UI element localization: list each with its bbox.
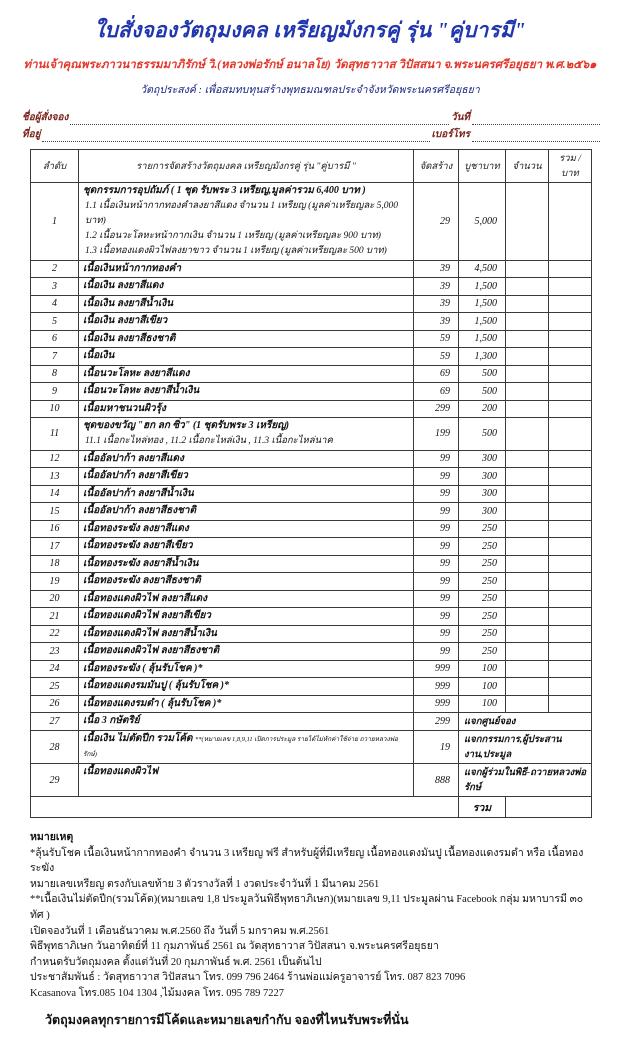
row-price-cell: 1,500 [459,313,506,331]
row-total-cell [549,538,592,556]
table-row [31,538,592,556]
row-price-cell: 300 [459,503,506,521]
page-subtitle: ท่านเจ้าคุณพระภาวนาธรรมมาภิรักษ์ วิ.(หลวงพ่อรักษ์ อนาลโย) วัดสุทธาวาส วิปัสสนา จ.พระนครศรีอยุธยา พ.ศ.๒๕๖๑ [23,59,597,71]
row-description-cell [79,383,414,401]
row-description-cell [79,643,414,661]
row-order-qty-cell [506,313,549,331]
table-row [31,555,592,573]
table-row [31,278,592,296]
row-subitem: 11.1 เนื้อกะไหล่ทอง , 11.2 เนื้อกะไหล่เงิน , 11.3 เนื้อกะไหล่นาค [85,435,333,446]
row-description-cell [79,278,414,296]
row-description: เนื้อทองระฆัง ลงยาสีธงชาติ [83,575,201,586]
row-description: เนื้อทองแดงรมมันปู ( ลุ้นรับโชค )* [83,680,229,691]
row-description-cell [79,400,414,418]
row-number-cell: 5 [31,313,79,331]
row-made-qty-cell: 19 [414,731,459,764]
row-description-cell [79,450,414,468]
row-total-cell [549,295,592,313]
row-number-cell: 1 [31,183,79,261]
row-description: เนื้อทองระฆัง ลงยาสีน้ำเงิน [83,557,199,569]
row-total-cell [549,573,592,591]
row-made-qty-cell: 299 [414,713,459,731]
row-number-cell: 11 [31,418,79,451]
row-order-qty-cell [506,678,549,696]
row-number-cell: 12 [31,450,79,468]
row-made-qty-cell: 59 [414,330,459,348]
row-number-cell: 8 [31,365,79,383]
row-price-cell: 200 [459,400,506,418]
row-total-cell [549,625,592,643]
table-row [31,450,592,468]
row-order-qty-cell [506,625,549,643]
row-order-qty-cell [506,538,549,556]
header-no: ลำดับ [31,150,79,183]
row-total-cell [549,503,592,521]
table-row [31,731,592,764]
row-order-qty-cell [506,450,549,468]
row-price-cell: 300 [459,450,506,468]
row-description-cell [79,590,414,608]
row-made-qty-cell: 99 [414,468,459,486]
row-made-qty-cell: 999 [414,660,459,678]
row-price-cell: 500 [459,365,506,383]
row-order-qty-cell [506,660,549,678]
row-made-qty-cell: 39 [414,278,459,296]
row-order-qty-cell [506,520,549,538]
table-row [31,313,592,331]
table-row [31,608,592,626]
row-total-cell [549,608,592,626]
row-order-qty-cell [506,260,549,278]
row-description-cell [79,503,414,521]
address-field [42,130,429,142]
row-number-cell: 19 [31,573,79,591]
row-description: เนื้อมหาชนวนผิวรุ้ง [83,402,166,414]
row-description-cell [79,678,414,696]
row-price-cell: 250 [459,643,506,661]
row-description: ชุดของขวัญ "ฮก ลก ซิ่ว" (1 ชุดรับพระ 3 เหรียญ) [83,420,290,431]
row-total-cell [549,348,592,366]
row-description: เนื้อเงิน ลงยาสีแดง [83,280,164,291]
total-label: รวม [459,797,506,818]
note-line: พิธีพุทธาภิเษก วันอาทิตย์ที่ 11 กุมภาพันธ์ 2561 ณ วัดสุทธาวาส วิปัสสนา จ.พระนครศรีอยุธยา [30,941,439,953]
row-made-qty-cell: 99 [414,573,459,591]
orderer-name-field [70,113,449,125]
row-made-qty-cell: 69 [414,365,459,383]
row-number-cell: 15 [31,503,79,521]
row-description-cell [79,365,414,383]
orderer-name-line [22,108,602,125]
row-total-cell [549,695,592,713]
row-description: เนื้อทองแดงผิวไฟ ลงยาสีน้ำเงิน [83,627,217,639]
row-total-cell [549,400,592,418]
row-description-cell [79,538,414,556]
row-price-cell: 1,300 [459,348,506,366]
row-description: เนื้อทองระฆัง ลงยาสีแดง [83,522,189,534]
row-description-note: **(หมายเลข 1,8,9,11 เปิดการประมูล รายได้ไม่หักค่าใช้จ่าย ถวายหลวงพ่อรักษ์) [83,736,398,758]
row-price-cell: 100 [459,695,506,713]
row-description: เนื้อเงิน ลงยาสีเขียว [83,315,168,326]
table-row [31,348,592,366]
row-distribution-note-cell: แจกผู้ร่วมในพิธี-ถวายหลวงพ่อรักษ์ [459,764,592,797]
table-row [31,695,592,713]
row-description: เนื้ออัลปาก้า ลงยาสีน้ำเงิน [83,487,194,499]
row-made-qty-cell: 299 [414,400,459,418]
row-made-qty-cell: 999 [414,695,459,713]
row-description: เนื้อทองระฆัง ( ลุ้นรับโชค )* [83,662,203,674]
row-number-cell: 24 [31,660,79,678]
row-number-cell: 26 [31,695,79,713]
phone-field [472,130,600,142]
row-description: เนื้อเงิน [83,350,115,361]
row-description-cell [79,183,414,261]
row-order-qty-cell [506,365,549,383]
row-number-cell: 25 [31,678,79,696]
footer-statement: วัตถุมงคลทุกรายการมีโค้ดและหมายเลขกำกับ จองที่ไหนรับพระที่นั่น [45,1012,409,1027]
row-total-cell [549,643,592,661]
table-row [31,468,592,486]
table-row [31,330,592,348]
table-row [31,764,592,797]
row-price-cell: 500 [459,383,506,401]
row-description-cell [79,660,414,678]
row-description: เนื้อนวะโลหะ ลงยาสีแดง [83,367,190,379]
table-row [31,418,592,451]
date-field [472,113,600,125]
row-total-cell [549,590,592,608]
header-total: รวม / บาท [549,150,592,183]
row-description: ชุดกรรมการอุปถัมภ์ ( 1 ชุด รับพระ 3 เหรียญ,มูลค่ารวม 6,400 บาท ) [83,185,366,196]
row-price-cell: 250 [459,573,506,591]
row-number-cell: 7 [31,348,79,366]
row-description-cell [79,695,414,713]
row-made-qty-cell: 888 [414,764,459,797]
order-table [30,149,592,818]
table-row [31,365,592,383]
row-description: เนื้อนวะโลหะ ลงยาสีน้ำเงิน [83,385,200,396]
row-number-cell: 10 [31,400,79,418]
phone-label: เบอร์โทร [431,129,470,140]
notes-heading: หมายเหตุ [30,832,74,843]
row-made-qty-cell: 29 [414,183,459,261]
row-total-cell [549,418,592,451]
row-description-cell [79,555,414,573]
page-title: ใบสั่งจองวัตถุมงคล เหรียญมังกรคู่ รุ่น "คู่บารมี" [94,18,526,42]
note-line: Kcasanova โทร.085 104 1304 ,ไม้มงคล โทร. 095 789 7227 [30,987,285,999]
row-description: เนื้อเงิน ลงยาสีน้ำเงิน [83,297,174,309]
row-number-cell: 4 [31,295,79,313]
row-made-qty-cell: 99 [414,538,459,556]
row-total-cell [549,450,592,468]
row-price-cell: 250 [459,625,506,643]
row-total-cell [549,183,592,261]
header-made-qty: จัดสร้าง [414,150,459,183]
row-description: เนื้อทองแดงผิวไฟ ลงยาสีเขียว [83,610,211,621]
row-description: เนื้อ 3 กษัตริย์ [83,715,140,726]
row-price-cell: 250 [459,538,506,556]
row-made-qty-cell: 999 [414,678,459,696]
row-description-cell [79,713,414,731]
row-description-cell [79,468,414,486]
row-price-cell: 5,000 [459,183,506,261]
row-price-cell: 250 [459,520,506,538]
address-label: ที่อยู่ [22,129,41,140]
row-total-cell [549,520,592,538]
row-total-cell [549,260,592,278]
row-total-cell [549,330,592,348]
row-made-qty-cell: 39 [414,295,459,313]
total-row-spacer [31,797,459,818]
row-number-cell: 27 [31,713,79,731]
row-total-cell [549,365,592,383]
row-number-cell: 14 [31,485,79,503]
row-number-cell: 20 [31,590,79,608]
row-number-cell: 28 [31,731,79,764]
row-made-qty-cell: 99 [414,643,459,661]
table-row [31,590,592,608]
row-order-qty-cell [506,590,549,608]
row-made-qty-cell: 59 [414,348,459,366]
row-number-cell: 6 [31,330,79,348]
row-made-qty-cell: 99 [414,590,459,608]
date-label: วันที่ [450,112,470,123]
row-order-qty-cell [506,555,549,573]
row-number-cell: 3 [31,278,79,296]
table-row [31,260,592,278]
row-subitem: 1.1 เนื้อเงินหน้ากากทองคำลงยาสีแดง จำนวน 1 เหรียญ (มูลค่าเหรียญละ 5,000 บาท) [85,200,399,226]
table-row [31,713,592,731]
row-description-cell [79,295,414,313]
row-order-qty-cell [506,278,549,296]
table-row [31,678,592,696]
note-line: กำหนดรับวัตถุมงคล ตั้งแต่วันที่ 20 กุมภาพันธ์ พ.ศ. 2561 เป็นต้นไป [30,956,322,968]
row-number-cell: 16 [31,520,79,538]
row-total-cell [549,313,592,331]
row-made-qty-cell: 99 [414,450,459,468]
row-order-qty-cell [506,503,549,521]
row-made-qty-cell: 199 [414,418,459,451]
row-number-cell: 22 [31,625,79,643]
order-table-body [31,183,592,797]
row-description-cell [79,485,414,503]
total-row [31,797,592,818]
table-row [31,503,592,521]
table-row [31,643,592,661]
row-number-cell: 17 [31,538,79,556]
row-number-cell: 9 [31,383,79,401]
row-order-qty-cell [506,348,549,366]
table-row [31,383,592,401]
header-price: บูชาบาท [459,150,506,183]
table-row [31,520,592,538]
row-description: เนื้อทองแดงผิวไฟ ลงยาสีแดง [83,592,208,604]
table-row [31,295,592,313]
row-order-qty-cell [506,643,549,661]
row-subitem: 1.3 เนื้อทองแดงผิวไฟลงยาขาว จำนวน 1 เหรียญ (มูลค่าเหรียญละ 500 บาท) [85,245,387,256]
header-description: รายการจัดสร้างวัตถุมงคล เหรียญมังกรคู่ รุ่น "คู่บารมี " [79,150,414,183]
row-order-qty-cell [506,468,549,486]
row-made-qty-cell: 99 [414,520,459,538]
row-price-cell: 1,500 [459,295,506,313]
row-made-qty-cell: 99 [414,555,459,573]
row-description: เนื้อทองแดงผิวไฟ [83,766,159,777]
row-price-cell: 300 [459,485,506,503]
table-row [31,573,592,591]
row-price-cell: 1,500 [459,278,506,296]
row-order-qty-cell [506,183,549,261]
row-distribution-note-cell: แจกศูนย์จอง [459,713,592,731]
row-description: เนื้อทองระฆัง ลงยาสีเขียว [83,540,193,551]
row-total-cell [549,678,592,696]
notes-section [30,830,590,1002]
row-distribution-note-cell: แจกกรรมการ,ผู้ประสานงาน,ประมูล [459,731,592,764]
row-order-qty-cell [506,330,549,348]
row-total-cell [549,485,592,503]
row-order-qty-cell [506,400,549,418]
purpose-line: วัตถุประสงค์ : เพื่อสมทบทุนสร้างพุทธมณฑลประจำจังหวัดพระนครศรีอยุธยา [140,85,480,96]
row-price-cell: 100 [459,678,506,696]
row-description-cell [79,625,414,643]
row-price-cell: 500 [459,418,506,451]
row-price-cell: 300 [459,468,506,486]
row-order-qty-cell [506,573,549,591]
row-description: เนื้ออัลปาก้า ลงยาสีเขียว [83,470,188,481]
row-description-cell [79,608,414,626]
row-number-cell: 21 [31,608,79,626]
row-made-qty-cell: 39 [414,313,459,331]
row-description-cell [79,348,414,366]
table-header-row [31,150,592,183]
row-description: เนื้อเงิน ลงยาสีธงชาติ [83,332,176,344]
row-order-qty-cell [506,608,549,626]
row-number-cell: 29 [31,764,79,797]
row-total-cell [549,468,592,486]
row-number-cell: 23 [31,643,79,661]
row-price-cell: 1,500 [459,330,506,348]
row-description: เนื้ออัลปาก้า ลงยาสีแดง [83,452,184,464]
table-row [31,625,592,643]
note-line: ประชาสัมพันธ์ : วัดสุทธาวาส วิปัสสนา โทร. 099 796 2464 ร้านพ่อแม่ครูอาจารย์ โทร. 087 823 7096 [30,972,466,984]
row-number-cell: 18 [31,555,79,573]
row-number-cell: 13 [31,468,79,486]
row-subitem: 1.2 เนื้อนวะโลหะหน้ากากเงิน จำนวน 1 เหรียญ (มูลค่าเหรียญละ 900 บาท) [85,230,381,241]
row-order-qty-cell [506,295,549,313]
row-made-qty-cell: 69 [414,383,459,401]
row-description: เนื้อทองแดงผิวไฟ ลงยาสีธงชาติ [83,645,220,656]
table-row [31,660,592,678]
row-price-cell: 100 [459,660,506,678]
row-made-qty-cell: 39 [414,260,459,278]
row-order-qty-cell [506,383,549,401]
row-price-cell: 250 [459,608,506,626]
row-description-cell [79,418,414,451]
orderer-name-label: ชื่อผู้สั่งจอง [22,112,69,123]
row-description-cell [79,330,414,348]
row-description: เนื้ออัลปาก้า ลงยาสีธงชาติ [83,505,196,516]
row-price-cell: 250 [459,555,506,573]
row-number-cell: 2 [31,260,79,278]
row-description: เนื้อเงิน ไม่ตัดปีก รวมโค้ด [83,733,193,744]
row-order-qty-cell [506,695,549,713]
row-description-cell [79,764,414,797]
row-description: เนื้อเงินหน้ากากทองคำ [83,262,181,274]
row-made-qty-cell: 99 [414,485,459,503]
note-line: **เนื้อเงินไม่ตัดปีก(รวมโค้ด)(หมายเลข 1,8 ประมูลวันพิธีพุทธาภิเษก)(หมายเลข 9,11 ประมูลผ่าน Facebook กลุ่ม มหาบารมี ๓๐ ทัศ ) [30,894,584,921]
row-description-cell [79,313,414,331]
total-value-box [506,797,592,818]
row-description-cell [79,260,414,278]
note-line: *ลุ้นรับโชค เนื้อเงินหน้ากากทองคำ จำนวน 3 เหรียญ ฟรี สำหรับผู้ที่มีเหรียญ เนื้อทองแดงมันปู เนื้อทองแดงรมดำ หรือ เนื้อทองระฆัง [30,847,584,875]
row-price-cell: 250 [459,590,506,608]
row-total-cell [549,555,592,573]
row-description-cell [79,573,414,591]
row-total-cell [549,383,592,401]
address-line [22,125,602,142]
row-price-cell: 4,500 [459,260,506,278]
note-line: หมายเลขเหรียญ ตรงกับเลขท้าย 3 ตัวรางวัลที่ 1 งวดประจำวันที่ 1 มีนาคม 2561 [30,878,380,890]
row-order-qty-cell [506,485,549,503]
table-row [31,400,592,418]
row-description-cell [79,731,414,764]
row-made-qty-cell: 99 [414,503,459,521]
header-order-qty: จำนวน [506,150,549,183]
row-total-cell [549,660,592,678]
note-line: เปิดจองวันที่ 1 เดือนธันวาคม พ.ศ.2560 ถึง วันที่ 5 มกราคม พ.ศ.2561 [30,925,330,937]
row-made-qty-cell: 99 [414,608,459,626]
table-row [31,183,592,261]
table-row [31,485,592,503]
row-made-qty-cell: 99 [414,625,459,643]
row-description: เนื้อทองแดงรมดำ ( ลุ้นรับโชค )* [83,697,222,709]
row-order-qty-cell [506,418,549,451]
row-description-cell [79,520,414,538]
row-total-cell [549,278,592,296]
